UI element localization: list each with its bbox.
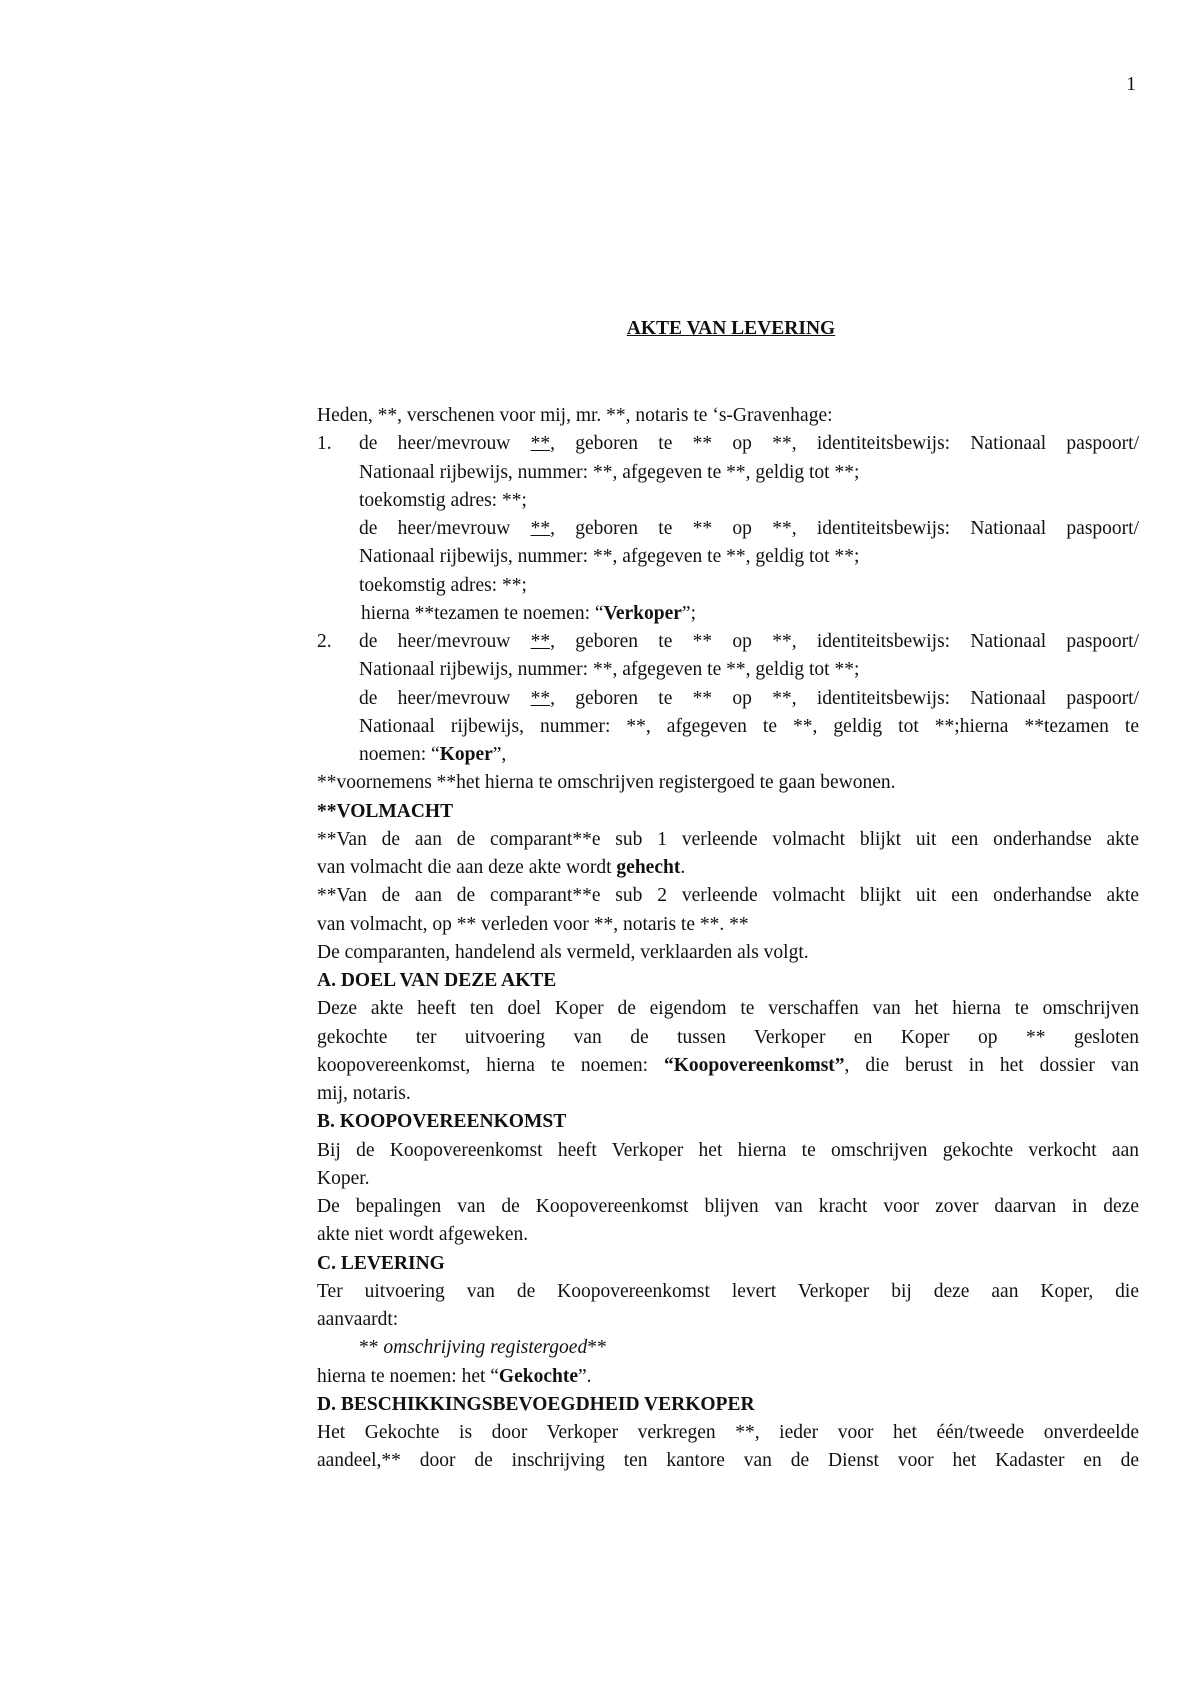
section-c-line1: Ter uitvoering van de Koopovereenkomst levert Verkoper bij deze aan Koper, die <box>317 1280 1139 1302</box>
party2-noemen-line: noemen: “Koper”, <box>359 744 507 765</box>
page-number: 1 <box>1126 74 1136 95</box>
section-c-line2: aanvaardt: <box>317 1309 399 1330</box>
document-body <box>317 402 1139 1476</box>
party2-b-line1: de heer/mevrouw **, geboren te ** op **, identiteitsbewijs: Nationaal paspoort/ <box>359 687 1139 709</box>
party2-b-line2: Nationaal rijbewijs, nummer: **, afgegeven te **, geldig tot **;hierna **tezamen te <box>359 715 1139 737</box>
section-b-line2: Koper. <box>317 1167 370 1189</box>
section-b-heading: B. KOOPOVEREENKOMST <box>317 1111 567 1133</box>
party1-a-line1: 1. de heer/mevrouw **, geboren te ** op **, identiteitsbewijs: Nationaal paspoort/ <box>317 430 1139 458</box>
section-a-line1: Deze akte heeft ten doel Koper de eigendom te verschaffen van het hierna te omschrijven <box>317 998 1139 1020</box>
party1-b-line2: Nationaal rijbewijs, nummer: **, afgegeven te **, geldig tot **; <box>359 546 860 568</box>
section-c-line4: hierna te noemen: het “Gekochte”. <box>317 1365 592 1387</box>
section-a-heading: A. DOEL VAN DEZE AKTE <box>317 970 557 991</box>
volmacht-p2-line2: van volmacht, op ** verleden voor **, notaris te **. ** <box>317 913 749 935</box>
volmacht-p1-line2: van volmacht die aan deze akte wordt gehecht. <box>317 857 686 878</box>
party1-number: 1. <box>317 433 332 455</box>
section-d-line1: Het Gekochte is door Verkoper verkregen **, ieder voor het één/tweede onverdeelde <box>317 1422 1139 1443</box>
party1-b-line3: toekomstig adres: **; <box>359 574 527 596</box>
volmacht-p2-line1: **Van de aan de comparant**e sub 2 verleende volmacht blijkt uit een onderhandse akte <box>317 885 1139 907</box>
section-b-line1: Bij de Koopovereenkomst heeft Verkoper het hierna te omschrijven gekochte verkocht aan <box>317 1139 1139 1161</box>
volmacht-p1-line1: **Van de aan de comparant**e sub 1 verleende volmacht blijkt uit een onderhandse akte <box>317 828 1139 850</box>
section-c-line3: ** omschrijving registergoed** <box>359 1337 607 1359</box>
party2-a-line1: 2. de heer/mevrouw **, geboren te ** op **, identiteitsbewijs: Nationaal paspoort/ <box>317 628 1139 656</box>
appearance-line: Heden, **, verschenen voor mij, mr. **, notaris te ‘s-Gravenhage: <box>317 405 833 426</box>
section-d-heading: D. BESCHIKKINGSBEVOEGDHEID VERKOPER <box>317 1393 755 1415</box>
party2-number: 2. <box>317 631 332 652</box>
section-a-line2: gekochte ter uitvoering van de tussen Verkoper en Koper op ** gesloten <box>317 1026 1139 1048</box>
section-b-line4: akte niet wordt afgeweken. <box>317 1224 529 1246</box>
volmacht-heading: **VOLMACHT <box>317 800 454 822</box>
party1-a-line3: toekomstig adres: **; <box>359 489 527 511</box>
party1-a-line2: Nationaal rijbewijs, nummer: **, afgegeven te **, geldig tot **; <box>359 461 860 483</box>
party1-b-line1: de heer/mevrouw **, geboren te ** op **, identiteitsbewijs: Nationaal paspoort/ <box>359 518 1139 539</box>
volmacht-p3: De comparanten, handelend als vermeld, verklaarden als volgt. <box>317 941 809 963</box>
section-c-heading: C. LEVERING <box>317 1252 445 1274</box>
voornemens-line: **voornemens **het hierna te omschrijven registergoed te gaan bewonen. <box>317 772 896 794</box>
section-b-line3: De bepalingen van de Koopovereenkomst blijven van kracht voor zover daarvan in deze <box>317 1196 1139 1217</box>
section-a-line4: mij, notaris. <box>317 1083 411 1104</box>
section-a-line3: koopovereenkomst, hierna te noemen: “Koopovereenkomst”, die berust in het dossier van <box>317 1054 1139 1076</box>
party1-hierna-line: hierna **tezamen te noemen: “Verkoper”; <box>361 602 696 624</box>
document-title: AKTE VAN LEVERING <box>626 318 836 339</box>
party2-a-line2: Nationaal rijbewijs, nummer: **, afgegeven te **, geldig tot **; <box>359 659 860 681</box>
section-d-line2: aandeel,** door de inschrijving ten kantore van de Dienst voor het Kadaster en de <box>317 1450 1139 1472</box>
